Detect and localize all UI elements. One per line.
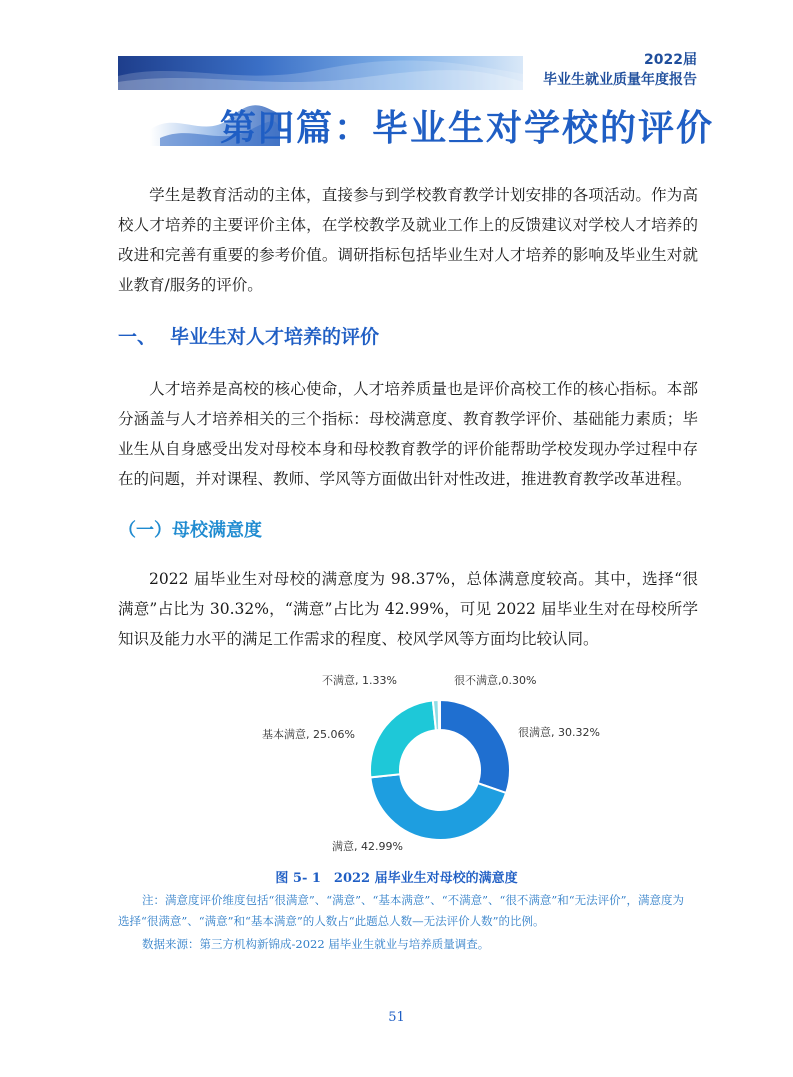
label-satisfied: 满意, 42.99% — [332, 840, 403, 853]
label-basic-satisfied: 基本满意, 25.06% — [262, 728, 355, 741]
donut-slice-0 — [440, 700, 510, 793]
header-report-title: 毕业生就业质量年度报告 — [543, 72, 697, 88]
donut-slice-2 — [370, 700, 436, 777]
section-number: 一、 — [118, 326, 157, 348]
header-title — [543, 50, 697, 90]
label-not-satisfied: 不满意, 1.33% — [322, 674, 397, 687]
section-text: 人才培养是高校的核心使命，人才培养质量也是评价高校工作的核心指标。本部分涵盖与人才培养相关的三个指标：母校满意度、教育教学评价、基础能力素质；毕业生从自身感受出发对母校本身和母校教育教学的评价能帮助学校发现办学过程中存在的问题，并对课程、教师、学风等方面做出针对性改进，推进教育教学改革进程。 — [118, 380, 698, 488]
intro-paragraph — [118, 180, 698, 300]
section-title: 毕业生对人才培养的评价 — [170, 326, 380, 348]
figure-source: 数据来源：第三方机构新锦成-2022 届毕业生就业与培养质量调查。 — [142, 937, 490, 951]
satisfaction-donut-chart — [240, 660, 620, 860]
intro-text: 学生是教育活动的主体，直接参与到学校教育教学计划安排的各项活动。作为高校人才培养的主要评价主体，在学校教学及就业工作上的反馈建议对学校人才培养的改进和完善有重要的参考价值。调研指标包括毕业生对人才培养的影响及毕业生对就业教育/服务的评价。 — [118, 186, 698, 294]
figure-caption: 图 5- 1 2022 届毕业生对母校的满意度 — [275, 871, 518, 886]
label-very-satisfied: 很满意, 30.32% — [518, 726, 600, 739]
chapter-title: 第四篇：毕业生对学校的评价 — [220, 108, 715, 149]
subsection-heading: （一）母校满意度 — [118, 520, 262, 541]
label-very-dissatisfied: 很不满意,0.30% — [454, 674, 537, 687]
figure-note: 注：满意度评价维度包括“很满意”、“满意”、“基本满意”、“不满意”、“很不满意”和“无法评价”，满意度为选择“很满意”、“满意”和“基本满意”的人数占“此题总人数—无法评价人数”的比例。 — [118, 893, 685, 928]
header-year: 2022届 — [644, 52, 697, 68]
page-number: 51 — [388, 1010, 405, 1025]
section-heading — [118, 322, 379, 349]
subsection-paragraph — [118, 564, 698, 654]
donut-slice-4 — [439, 700, 440, 730]
header-banner — [118, 56, 523, 90]
section-paragraph — [118, 374, 698, 494]
donut-svg — [240, 660, 620, 860]
subsection-text: 2022 届毕业生对母校的满意度为 98.37%，总体满意度较高。其中，选择“很满意”占比为 30.32%，“满意”占比为 42.99%，可见 2022 届毕业生对在母校所学知识及能力水平的满足工作需求的程度、校风学风等方面均比较认同。 — [118, 570, 698, 648]
